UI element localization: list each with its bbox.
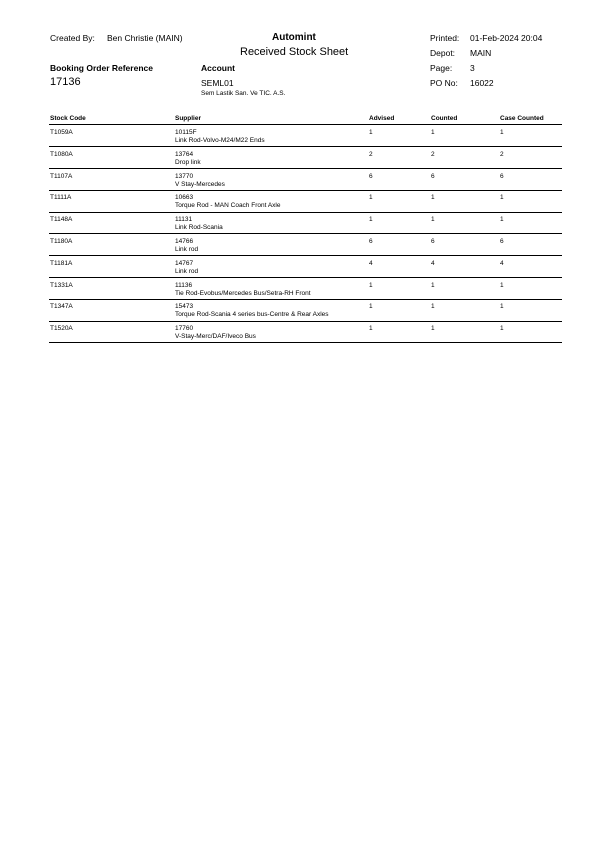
- case-counted-cell: 4: [500, 259, 504, 267]
- case-counted-cell: 6: [500, 172, 504, 180]
- advised-cell: 6: [369, 238, 373, 245]
- account-name: Sem Lastik San. Ve TIC. A.S.: [201, 90, 286, 97]
- po-value: 16022: [470, 78, 494, 88]
- account-value: SEML01: [201, 78, 234, 88]
- booking-ref-value: 17136: [50, 76, 81, 88]
- col-supplier: Supplier: [175, 115, 202, 122]
- counted-cell: 1: [431, 325, 435, 333]
- counted-cell: 4: [431, 259, 435, 267]
- table-row: [0, 278, 595, 300]
- advised-cell: 2: [369, 150, 373, 158]
- case-counted-cell: 1: [500, 216, 504, 224]
- supplier-description-cell: V-Stay-Merc/DAF/Iveco Bus: [175, 333, 256, 341]
- col-case-counted: Case Counted: [500, 115, 544, 122]
- counted-cell: 1: [431, 129, 435, 136]
- stock-code-cell: T1520A: [50, 325, 73, 333]
- supplier-description-cell: Drop link: [175, 158, 201, 166]
- table-row: [0, 321, 595, 343]
- table-row: [0, 147, 595, 169]
- printed-label: Printed:: [430, 33, 460, 43]
- counted-cell: 2: [431, 150, 435, 158]
- case-counted-cell: 1: [500, 325, 504, 333]
- supplier-description-cell: Link rod: [175, 267, 199, 275]
- stock-code-cell: T1331A: [50, 281, 73, 289]
- row-divider: [49, 342, 562, 343]
- case-counted-cell: 1: [500, 281, 504, 289]
- supplier-description-cell: Link Rod-Volvo-M24/M22 Ends: [175, 137, 265, 144]
- printed-value: 01-Feb-2024 20:04: [470, 33, 543, 43]
- supplier-code-cell: 13764: [175, 150, 194, 158]
- table-row: [0, 212, 595, 234]
- stock-code-cell: T1347A: [50, 303, 73, 311]
- table-row: [0, 125, 595, 147]
- stock-code-cell: T1181A: [50, 259, 73, 267]
- depot-value: MAIN: [470, 48, 492, 58]
- stock-code-cell: T1059A: [50, 129, 73, 136]
- col-counted: Counted: [431, 115, 458, 122]
- stock-code-cell: T1111A: [50, 194, 72, 202]
- col-stock-code: Stock Code: [50, 115, 86, 122]
- po-label: PO No:: [430, 78, 458, 88]
- advised-cell: 6: [369, 172, 373, 180]
- advised-cell: 1: [369, 194, 373, 202]
- counted-cell: 1: [431, 194, 435, 202]
- depot-label: Depot:: [430, 48, 456, 58]
- counted-cell: 6: [431, 172, 435, 180]
- supplier-description-cell: Tie Rod-Evobus/Mercedes Bus/Setra-RH Front: [175, 289, 311, 297]
- col-advised: Advised: [369, 115, 395, 122]
- booking-ref-label: Booking Order Reference: [50, 63, 153, 73]
- company-name: Automint: [272, 32, 316, 43]
- supplier-code-cell: 17760: [175, 325, 194, 333]
- supplier-code-cell: 11136: [175, 281, 193, 289]
- sheet-title: Received Stock Sheet: [240, 46, 349, 58]
- supplier-code-cell: 13770: [175, 172, 194, 180]
- stock-code-cell: T1180A: [50, 238, 73, 245]
- supplier-description-cell: Torque Rod-Scania 4 series bus-Centre & Rear Axles: [175, 311, 329, 319]
- advised-cell: 1: [369, 129, 373, 136]
- account-label: Account: [201, 63, 235, 73]
- advised-cell: 1: [369, 216, 373, 224]
- supplier-code-cell: 14766: [175, 238, 194, 245]
- supplier-code-cell: 10663: [175, 194, 194, 202]
- page-value: 3: [470, 63, 475, 73]
- supplier-code-cell: 14767: [175, 259, 194, 267]
- counted-cell: 1: [431, 303, 435, 311]
- case-counted-cell: 2: [500, 150, 504, 158]
- table-row: [0, 256, 595, 278]
- stock-code-cell: T1080A: [50, 150, 73, 158]
- counted-cell: 1: [431, 281, 435, 289]
- case-counted-cell: 6: [500, 238, 504, 245]
- counted-cell: 1: [431, 216, 435, 224]
- supplier-code-cell: 10115F: [175, 129, 197, 136]
- supplier-code-cell: 15473: [175, 303, 194, 311]
- created-by-label: Created By:: [50, 33, 95, 43]
- table-row: [0, 234, 595, 256]
- supplier-description-cell: V Stay-Mercedes: [175, 180, 225, 188]
- case-counted-cell: 1: [500, 303, 504, 311]
- supplier-code-cell: 11131: [175, 216, 193, 224]
- advised-cell: 4: [369, 259, 373, 267]
- supplier-description-cell: Torque Rod - MAN Coach Front Axle: [175, 202, 281, 210]
- table-row: [0, 190, 595, 212]
- case-counted-cell: 1: [500, 129, 504, 136]
- table-row: [0, 299, 595, 321]
- created-by-value: Ben Christie (MAIN): [107, 33, 183, 43]
- advised-cell: 1: [369, 325, 373, 333]
- case-counted-cell: 1: [500, 194, 504, 202]
- stock-code-cell: T1107A: [50, 172, 73, 180]
- advised-cell: 1: [369, 303, 373, 311]
- supplier-description-cell: Link rod: [175, 246, 199, 253]
- table-row: [0, 169, 595, 191]
- advised-cell: 1: [369, 281, 373, 289]
- counted-cell: 6: [431, 238, 435, 245]
- supplier-description-cell: Link Rod-Scania: [175, 224, 223, 232]
- page-label: Page:: [430, 63, 453, 73]
- stock-code-cell: T1148A: [50, 216, 73, 224]
